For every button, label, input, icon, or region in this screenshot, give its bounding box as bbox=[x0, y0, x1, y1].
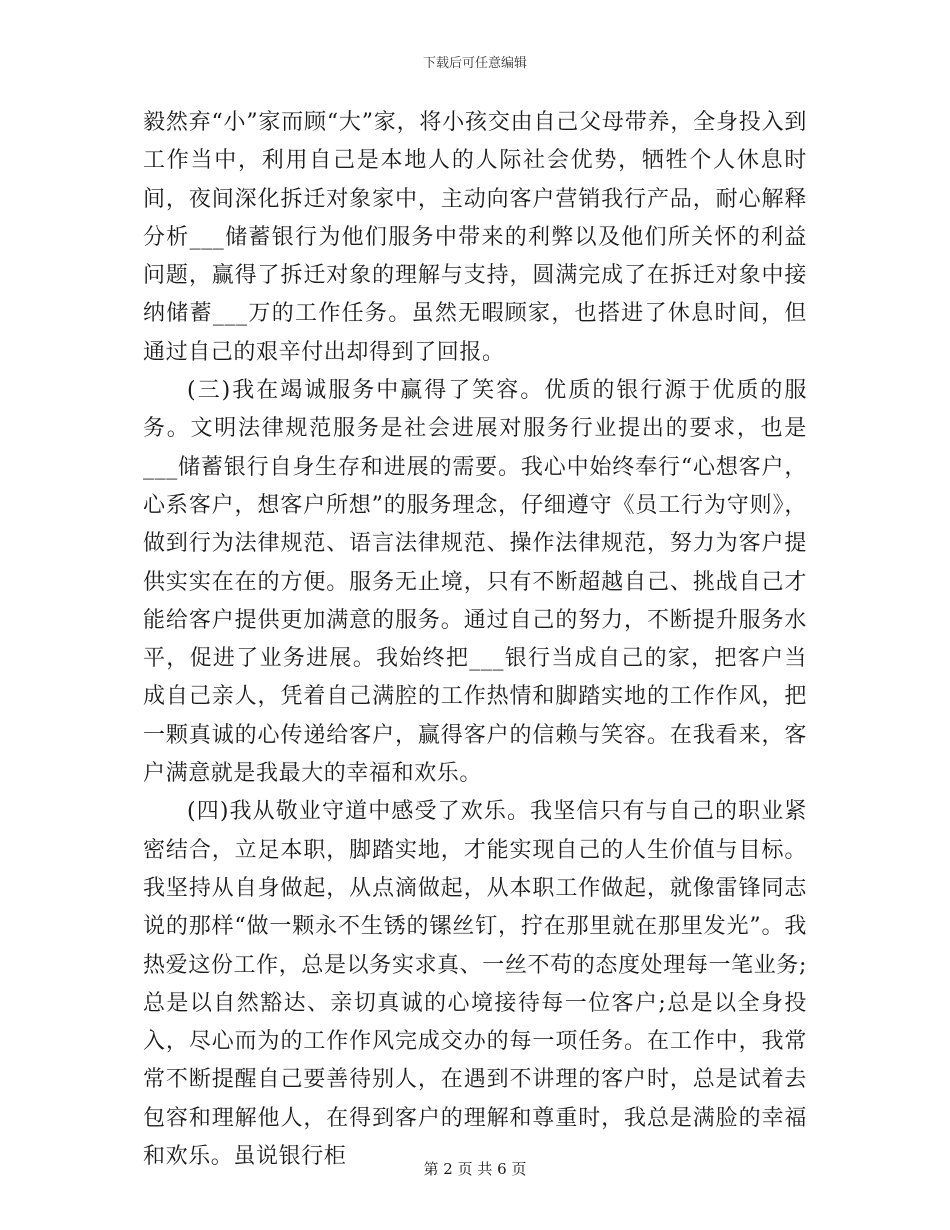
paragraph-continuation: 毅然弃“小”家而顾“大”家，将小孩交由自己父母带养，全身投入到工作当中，利用自己是本地人的人际社会优势，牺牲个人休息时间，夜间深化拆迁对象家中，主动向客户营销我行产品，耐心解释分析___储蓄银行为他们服务中带来的利弊以及他们所关怀的利益问题，赢得了拆迁对象的理解与支持，圆满完成了在拆迁对象中接纳储蓄___万的工作任务。虽然无暇顾家，也搭进了休息时间，但通过自己的艰辛付出却得到了回报。 bbox=[143, 110, 807, 365]
page-header-note: 下载后可任意编辑 bbox=[422, 56, 527, 71]
document-body bbox=[143, 104, 807, 1176]
paragraph-section-three: (三)我在竭诚服务中赢得了笑容。优质的银行源于优质的服务。文明法律规范服务是社会进展对服务行业提出的要求，也是___储蓄银行自身生存和进展的需要。我心中始终奉行“心想客户，心系客户，想客户所想”的服务理念，仔细遵守《员工行为守则》，做到行为法律规范、语言法律规范、操作法律规范，努力为客户提供实实在在的方便。服务无止境，只有不断超越自己、挑战自己才能给客户提供更加满意的服务。通过自己的努力，不断提升服务水平，促进了业务进展。我始终把___银行当成自己的家，把客户当成自己亲人，凭着自己满腔的工作热情和脚踏实地的工作作风，把一颗真诚的心传递给客户，赢得客户的信赖与笑容。在我看来，客户满意就是我最大的幸福和欢乐。 bbox=[143, 378, 807, 787]
paragraph-section-four: (四)我从敬业守道中感受了欢乐。我坚信只有与自己的职业紧密结合，立足本职，脚踏实地，才能实现自己的人生价值与目标。我坚持从自身做起，从点滴做起，从本职工作做起，就像雷锋同志说的那样“做一颗永不生锈的镙丝钉，拧在那里就在那里发光”。我热爱这份工作，总是以务实求真、一丝不苟的态度处理每一笔业务;总是以自然豁达、亲切真诚的心境接待每一位客户;总是以全身投入，尽心而为的工作作风完成交办的每一项任务。在工作中，我常常不断提醒自己要善待别人，在遇到不讲理的客户时，总是试着去包容和理解他人，在得到客户的理解和尊重时，我总是满脸的幸福和欢乐。虽说银行柜 bbox=[143, 799, 807, 1170]
page-number: 第 2 页 共 6 页 bbox=[423, 1160, 527, 1178]
